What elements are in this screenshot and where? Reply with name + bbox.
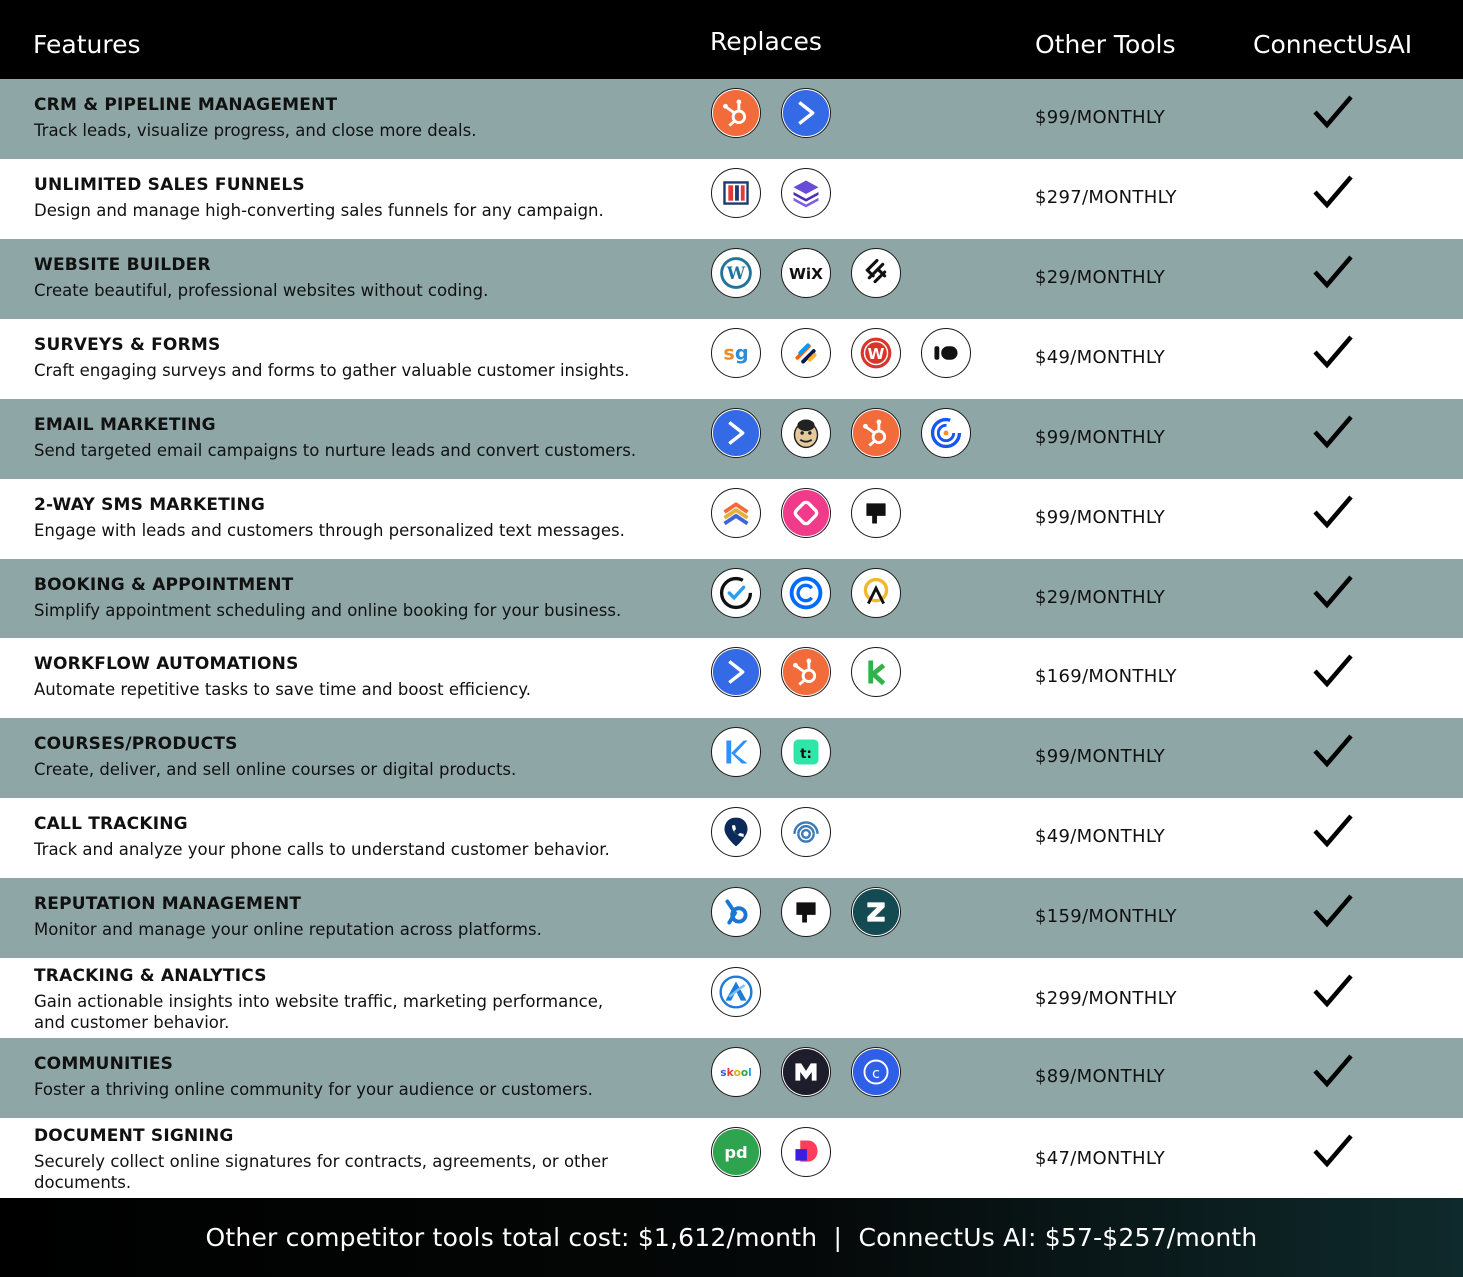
other-tools-price: $99/MONTHLY [1035, 507, 1166, 528]
feature-title: COMMUNITIES [34, 1054, 174, 1074]
circle-icon [851, 1047, 901, 1097]
hubspot-icon [711, 88, 761, 138]
feature-title: CRM & PIPELINE MANAGEMENT [34, 95, 338, 115]
cost-summary-text: Other competitor tools total cost: $1,612/month | ConnectUs AI: $57-$257/month [205, 1223, 1258, 1252]
feature-title: REPUTATION MANAGEMENT [34, 894, 302, 914]
hubspot-icon [781, 647, 831, 697]
svg-text:W: W [867, 344, 885, 363]
other-tools-price: $49/MONTHLY [1035, 826, 1166, 847]
table-row [0, 958, 1463, 1038]
calendly-icon [781, 568, 831, 618]
checkmark-icon [1312, 1132, 1354, 1170]
teachable-icon [781, 727, 831, 777]
podium-icon [781, 887, 831, 937]
other-tools-price: $29/MONTHLY [1035, 267, 1166, 288]
other-tools-price: $29/MONTHLY [1035, 587, 1166, 608]
other-tools-price: $99/MONTHLY [1035, 427, 1166, 448]
typeform-icon [921, 328, 971, 378]
checkmark-icon [1312, 652, 1354, 690]
header-features: Features [33, 30, 141, 59]
other-tools-price: $297/MONTHLY [1035, 187, 1177, 208]
wufoo-icon [851, 328, 901, 378]
callrail-icon [711, 807, 761, 857]
feature-title: EMAIL MARKETING [34, 415, 216, 435]
svg-text:W: W [726, 263, 746, 283]
acuity-icon [711, 568, 761, 618]
feature-description: Automate repetitive tasks to save time and boost efficiency. [34, 680, 531, 699]
checkmark-icon [1312, 812, 1354, 850]
checkmark-icon [1312, 573, 1354, 611]
squarespace-icon [851, 248, 901, 298]
svg-text:sg: sg [723, 341, 749, 365]
stacked-chevrons-icon [711, 488, 761, 538]
feature-description: Create beautiful, professional websites without coding. [34, 281, 489, 300]
feature-description: Gain actionable insights into website traffic, marketing performance, and customer behavior. [34, 992, 604, 1032]
svg-text:WiX: WiX [788, 264, 824, 283]
clickfunnels-icon [711, 168, 761, 218]
feature-description: Foster a thriving online community for your audience or customers. [34, 1080, 593, 1099]
docsign-icon [781, 1127, 831, 1177]
feature-description: Track and analyze your phone calls to understand customer behavior. [34, 840, 610, 859]
feature-title: 2-WAY SMS MARKETING [34, 495, 266, 515]
table-row [0, 319, 1463, 399]
table-header [0, 0, 1463, 79]
feature-title: BOOKING & APPOINTMENT [34, 575, 294, 595]
checkmark-icon [1312, 173, 1354, 211]
header-replaces: Replaces [710, 27, 822, 56]
pandadoc-icon [711, 1127, 761, 1177]
other-tools-price: $99/MONTHLY [1035, 746, 1166, 767]
other-tools-price: $89/MONTHLY [1035, 1066, 1166, 1087]
podium-icon [851, 488, 901, 538]
table-row [0, 479, 1463, 559]
jotform-icon [781, 328, 831, 378]
wordpress-icon [711, 248, 761, 298]
hubspot-icon [851, 408, 901, 458]
feature-title: UNLIMITED SALES FUNNELS [34, 175, 305, 195]
checkmark-icon [1312, 93, 1354, 131]
header-other-tools: Other Tools [1035, 30, 1176, 59]
feature-description: Securely collect online signatures for contracts, agreements, or other documents. [34, 1152, 608, 1192]
skool-icon [711, 1047, 761, 1097]
feature-title: WORKFLOW AUTOMATIONS [34, 654, 299, 674]
feature-description: Engage with leads and customers through personalized text messages. [34, 521, 625, 540]
table-row [0, 79, 1463, 159]
stacked-layers-icon [781, 168, 831, 218]
feature-description: Send targeted email campaigns to nurture leads and convert customers. [34, 441, 637, 460]
table-row [0, 239, 1463, 319]
header-connectusai: ConnectUsAI [1253, 30, 1413, 59]
feature-description: Simplify appointment scheduling and online booking for your business. [34, 601, 622, 620]
svg-text:t:: t: [800, 746, 812, 762]
feature-title: COURSES/PRODUCTS [34, 734, 238, 754]
surveygizmo-icon [711, 328, 761, 378]
table-row [0, 878, 1463, 958]
birdeye-icon [711, 887, 761, 937]
checkmark-icon [1312, 253, 1354, 291]
mailchimp-icon [781, 408, 831, 458]
feature-title: CALL TRACKING [34, 814, 188, 834]
wix-icon [781, 248, 831, 298]
other-tools-price: $159/MONTHLY [1035, 906, 1177, 927]
feature-title: TRACKING & ANALYTICS [34, 966, 267, 986]
svg-text:pd: pd [724, 1142, 748, 1162]
appointment-pin-icon [851, 568, 901, 618]
checkmark-icon [1312, 892, 1354, 930]
feature-table [0, 79, 1463, 1198]
wave-signal-icon [781, 807, 831, 857]
activecampaign-icon [711, 408, 761, 458]
checkmark-icon [1312, 493, 1354, 531]
feature-description: Monitor and manage your online reputation across platforms. [34, 920, 542, 939]
constant-contact-icon [921, 408, 971, 458]
table-row [0, 1118, 1463, 1198]
feature-title: SURVEYS & FORMS [34, 335, 221, 355]
table-row [0, 1038, 1463, 1118]
table-row [0, 798, 1463, 878]
other-tools-price: $47/MONTHLY [1035, 1148, 1166, 1169]
checkmark-icon [1312, 732, 1354, 770]
svg-text:c: c [872, 1065, 880, 1082]
checkmark-icon [1312, 333, 1354, 371]
other-tools-price: $99/MONTHLY [1035, 107, 1166, 128]
feature-description: Create, deliver, and sell online courses or digital products. [34, 760, 517, 779]
activecampaign-icon [781, 88, 831, 138]
keap-icon [851, 647, 901, 697]
activecampaign-icon [711, 647, 761, 697]
table-row [0, 559, 1463, 638]
svg-text:skool: skool [720, 1066, 752, 1079]
feature-description: Design and manage high-converting sales funnels for any campaign. [34, 201, 604, 220]
checkmark-icon [1312, 1052, 1354, 1090]
feature-description: Track leads, visualize progress, and close more deals. [34, 121, 477, 140]
table-row [0, 638, 1463, 718]
other-tools-price: $49/MONTHLY [1035, 347, 1166, 368]
cost-summary-footer [0, 1198, 1463, 1277]
table-row [0, 159, 1463, 239]
table-row [0, 399, 1463, 479]
reputation-icon [851, 887, 901, 937]
feature-title: DOCUMENT SIGNING [34, 1126, 234, 1146]
other-tools-price: $169/MONTHLY [1035, 666, 1177, 687]
checkmark-icon [1312, 413, 1354, 451]
feature-description: Craft engaging surveys and forms to gather valuable customer insights. [34, 361, 630, 380]
feature-title: WEBSITE BUILDER [34, 255, 211, 275]
mighty-networks-icon [781, 1047, 831, 1097]
twilio-style-icon [781, 488, 831, 538]
table-row [0, 718, 1463, 798]
kajabi-icon [711, 727, 761, 777]
checkmark-icon [1312, 972, 1354, 1010]
analytics-arrow-icon [711, 967, 761, 1017]
other-tools-price: $299/MONTHLY [1035, 988, 1177, 1009]
